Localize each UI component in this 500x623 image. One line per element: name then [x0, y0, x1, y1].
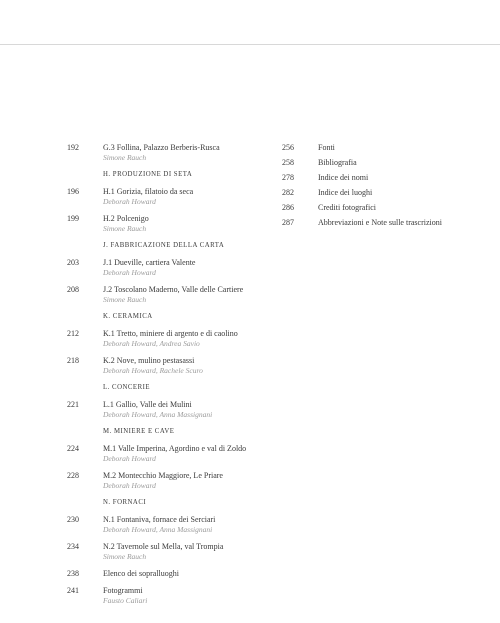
- entry-author: Deborah Howard, Anna Massignani: [103, 525, 213, 534]
- entry-author: Fausto Caliari: [103, 596, 148, 605]
- entry-title: M.1 Valle Imperina, Agordino e val di Zoldo: [103, 444, 247, 453]
- entry-author: Deborah Howard, Andrea Savio: [103, 339, 200, 348]
- section-heading: N. FORNACI: [103, 499, 147, 506]
- section-heading: K. CERAMICA: [103, 313, 153, 320]
- section-heading: H. PRODUZIONE DI SETA: [103, 171, 193, 178]
- entry-title: Elenco dei sopralluoghi: [103, 569, 179, 578]
- section-heading: L. CONCERIE: [103, 384, 151, 391]
- entry-title: Crediti fotografici: [318, 203, 376, 212]
- toc-left-column: [67, 143, 277, 613]
- header-rule: [0, 44, 500, 45]
- page-number: 258: [282, 158, 294, 167]
- entry-title: Indice dei luoghi: [318, 188, 373, 197]
- entry-text: [103, 383, 277, 393]
- toc-entry: [282, 188, 492, 198]
- entry-text: [103, 542, 277, 562]
- page-number: 234: [67, 542, 79, 551]
- toc-entry: [282, 143, 492, 153]
- entry-text: [103, 427, 277, 437]
- toc-right-column: [282, 143, 492, 233]
- toc-entry: [67, 444, 277, 464]
- entry-title: Indice dei nomi: [318, 173, 369, 182]
- entry-author: Deborah Howard: [103, 268, 156, 277]
- toc-entry: [67, 285, 277, 305]
- entry-title: H.1 Gorizia, filatoio da seca: [103, 187, 194, 196]
- entry-text: [103, 285, 277, 305]
- page-number: 212: [67, 329, 79, 338]
- entry-title: Abbreviazioni e Note sulle trascrizioni: [318, 218, 442, 227]
- entry-author: Simone Rauch: [103, 552, 147, 561]
- entry-text: [318, 203, 492, 213]
- entry-text: [318, 173, 492, 183]
- entry-text: [103, 214, 277, 234]
- toc-entry: [67, 187, 277, 207]
- entry-author: Simone Rauch: [103, 295, 147, 304]
- toc-section: [67, 170, 277, 180]
- entry-title: H.2 Polcenigo: [103, 214, 149, 223]
- entry-text: [103, 329, 277, 349]
- toc-entry: [67, 586, 277, 606]
- toc-entry: [282, 218, 492, 228]
- toc-entry: [67, 143, 277, 163]
- page-number: 286: [282, 203, 294, 212]
- toc-entry: [282, 173, 492, 183]
- entry-title: J.1 Dueville, cartiera Valente: [103, 258, 196, 267]
- entry-text: [318, 218, 492, 228]
- page-number: 282: [282, 188, 294, 197]
- entry-title: K.2 Nove, mulino pestasassi: [103, 356, 195, 365]
- page-number: 278: [282, 173, 294, 182]
- entry-author: Deborah Howard: [103, 197, 156, 206]
- entry-text: [103, 515, 277, 535]
- section-heading: J. FABBRICAZIONE DELLA CARTA: [103, 242, 225, 249]
- entry-title: Fonti: [318, 143, 335, 152]
- entry-text: [103, 400, 277, 420]
- entry-title: L.1 Gallio, Valle dei Mulini: [103, 400, 192, 409]
- entry-text: [103, 241, 277, 251]
- entry-title: M.2 Montecchio Maggiore, Le Priare: [103, 471, 223, 480]
- entry-title: N.2 Tavernole sul Mella, val Trompia: [103, 542, 224, 551]
- toc-entry: [67, 542, 277, 562]
- page-number: 192: [67, 143, 79, 152]
- entry-text: [103, 471, 277, 491]
- page-number: 218: [67, 356, 79, 365]
- entry-title: G.3 Follina, Palazzo Berberis-Rusca: [103, 143, 220, 152]
- entry-author: Deborah Howard, Rachele Scuro: [103, 366, 203, 375]
- entry-text: [103, 258, 277, 278]
- entry-title: K.1 Tretto, miniere di argento e di caolino: [103, 329, 238, 338]
- toc-entry: [67, 515, 277, 535]
- page-number: 228: [67, 471, 79, 480]
- page-number: 287: [282, 218, 294, 227]
- toc-entry: [67, 569, 277, 579]
- page-number: 203: [67, 258, 79, 267]
- page-number: 238: [67, 569, 79, 578]
- entry-text: [103, 187, 277, 207]
- page-number: 196: [67, 187, 79, 196]
- page-number: 224: [67, 444, 79, 453]
- toc-entry: [67, 471, 277, 491]
- entry-text: [103, 356, 277, 376]
- toc-entry: [67, 329, 277, 349]
- entry-text: [318, 188, 492, 198]
- toc-entry: [282, 203, 492, 213]
- entry-text: [103, 312, 277, 322]
- entry-text: [318, 158, 492, 168]
- toc-entry: [67, 400, 277, 420]
- entry-text: [103, 170, 277, 180]
- section-heading: M. MINIERE E CAVE: [103, 428, 175, 435]
- page-number: 256: [282, 143, 294, 152]
- entry-author: Simone Rauch: [103, 224, 147, 233]
- toc-section: [67, 383, 277, 393]
- entry-title: J.2 Toscolano Maderno, Valle delle Cartiere: [103, 285, 244, 294]
- toc-section: [67, 498, 277, 508]
- entry-title: N.1 Fontaniva, fornace dei Serciari: [103, 515, 216, 524]
- entry-author: Deborah Howard: [103, 481, 156, 490]
- page-number: 221: [67, 400, 79, 409]
- toc-entry: [67, 258, 277, 278]
- toc-section: [67, 241, 277, 251]
- page-number: 208: [67, 285, 79, 294]
- entry-text: [103, 143, 277, 163]
- toc-section: [67, 427, 277, 437]
- toc-entry: [282, 158, 492, 168]
- toc-section: [67, 312, 277, 322]
- page-number: 241: [67, 586, 79, 595]
- entry-text: [318, 143, 492, 153]
- entry-title: Bibliografia: [318, 158, 357, 167]
- entry-title: Fotogrammi: [103, 586, 143, 595]
- entry-text: [103, 569, 277, 579]
- page-number: 230: [67, 515, 79, 524]
- entry-author: Simone Rauch: [103, 153, 147, 162]
- entry-text: [103, 586, 277, 606]
- page-number: 199: [67, 214, 79, 223]
- toc-entry: [67, 214, 277, 234]
- entry-author: Deborah Howard: [103, 454, 156, 463]
- entry-text: [103, 444, 277, 464]
- toc-entry: [67, 356, 277, 376]
- entry-author: Deborah Howard, Anna Massignani: [103, 410, 213, 419]
- entry-text: [103, 498, 277, 508]
